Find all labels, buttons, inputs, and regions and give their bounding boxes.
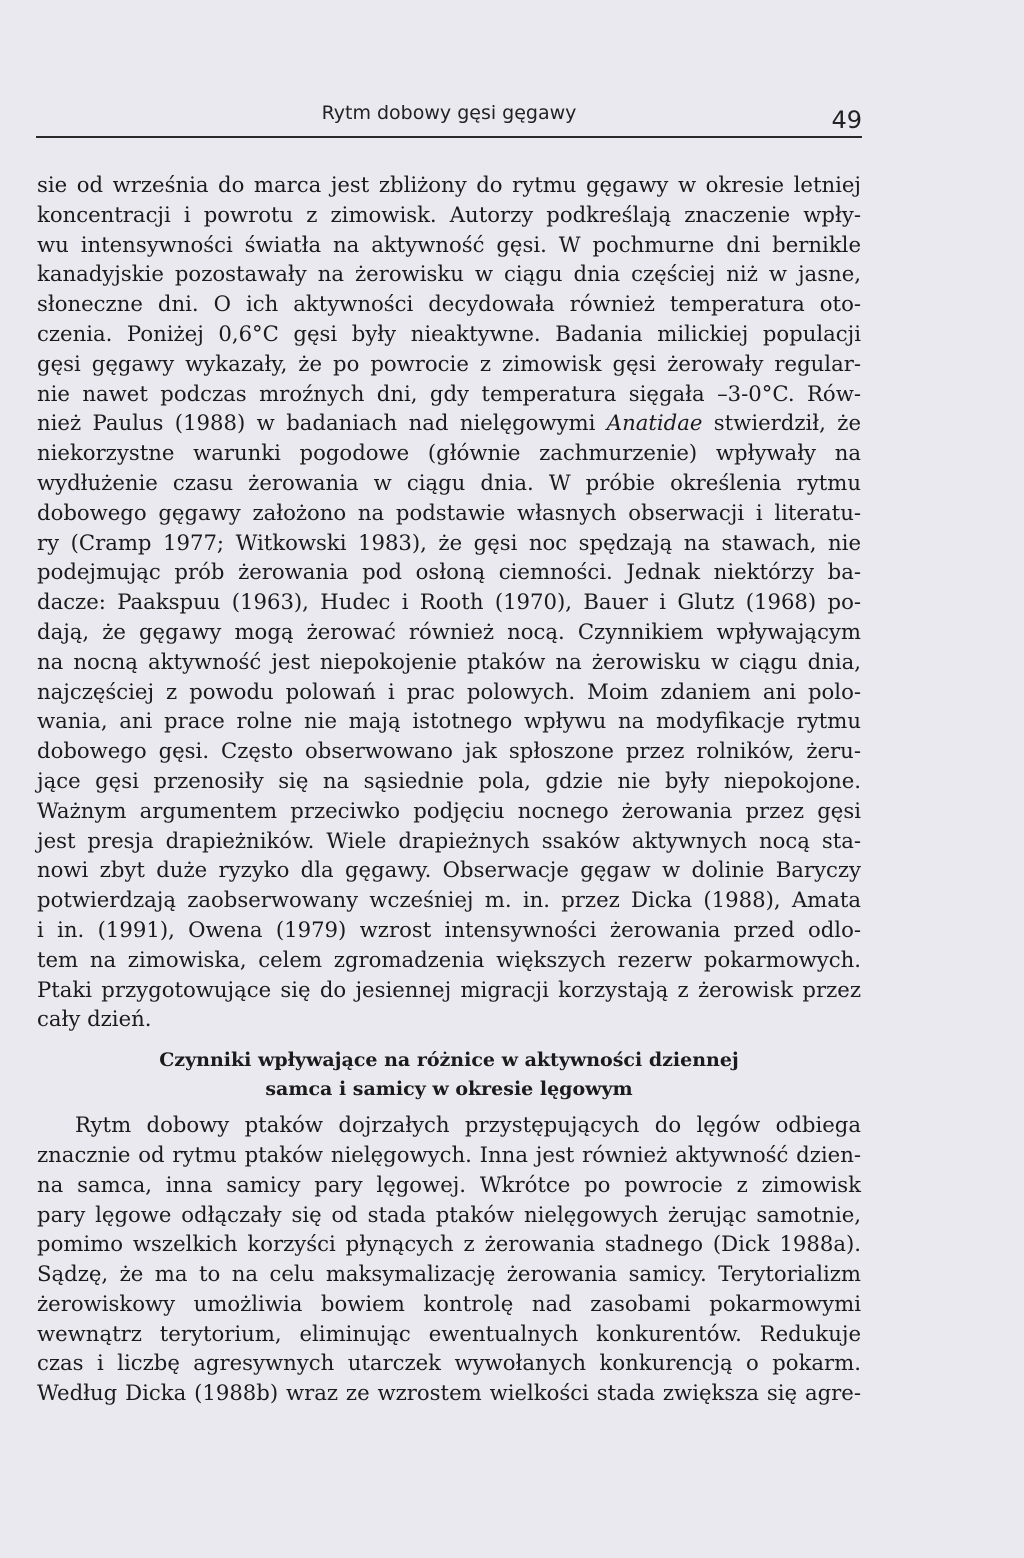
text-line: słoneczne dni. O ich aktywności decydowała również temperatura oto- [37,291,861,317]
text-line: najczęściej z powodu polowań i prac polowych. Moim zdaniem ani polo- [37,678,861,704]
text-segment: stwierdził, że [702,410,861,436]
body-text [37,170,861,1408]
text-line: dają, że gęgawy mogą żerować również nocą. Czynnikiem wpływającym [37,618,861,644]
text-line: żerowiskowy umożliwia bowiem kontrolę nad zasobami pokarmowymi [37,1290,861,1316]
text-line: znacznie od rytmu ptaków nielęgowych. Inna jest również aktywność dzien- [37,1141,861,1167]
section-heading-line: samca i samicy w okresie lęgowym [265,1078,633,1101]
text-line: na nocną aktywność jest niepokojenie ptaków na żerowisku w ciągu dnia, [37,648,861,674]
text-line: kanadyjskie pozostawały na żerowisku w ciągu dnia częściej niż w jasne, [37,261,861,287]
paragraph-2 [37,1110,861,1408]
text-line: koncentracji i powrotu z zimowisk. Autorzy podkreślają znaczenie wpły- [37,201,861,227]
text-line: wu intensywności światła na aktywność gęsi. W pochmurne dni bernikle [37,231,861,257]
text-line: gęsi gęgawy wykazały, że po powrocie z zimowisk gęsi żerowały regular- [37,350,861,376]
text-segment: nież Paulus (1988) w badaniach nad nielęgowymi [37,410,596,436]
text-line: pary lęgowe odłączały się od stada ptaków nielęgowych żerując samotnie, [37,1201,861,1227]
text-line: pomimo wszelkich korzyści płynących z żerowania stadnego (Dick 1988a). [37,1231,861,1257]
text-line: ry (Cramp 1977; Witkowski 1983), że gęsi noc spędzają na stawach, nie [37,529,861,555]
text-line: dacze: Paakspuu (1963), Hudec i Rooth (1970), Bauer i Glutz (1968) po- [37,589,861,615]
text-line: potwierdzają zaobserwowany wcześniej m. in. przez Dicka (1988), Amata [37,887,861,913]
text-line: Ptaki przygotowujące się do jesiennej migracji korzystają z żerowisk przez [37,976,861,1002]
running-header [36,100,862,138]
text-line: i in. (1991), Owena (1979) wzrost intensywności żerowania przed odlo- [37,916,861,942]
running-title: Rytm dobowy gęsi gęgawy [321,102,577,124]
text-line: Sądzę, że ma to na celu maksymalizację żerowania samicy. Terytorializm [37,1261,861,1287]
text-line: niekorzystne warunki pogodowe (głównie zachmurzenie) wpływały na [37,440,861,466]
text-line: wewnątrz terytorium, eliminując ewentualnych konkurentów. Redukuje [37,1320,861,1346]
text-line-with-taxon [37,408,861,438]
text-line: czenia. Poniżej 0,6°C gęsi były nieaktywne. Badania milickiej populacji [37,320,861,346]
text-line: jące gęsi przenosiły się na sąsiednie pola, gdzie nie były niepokojone. [37,767,861,793]
section-heading-line: Czynniki wpływające na różnice w aktywności dziennej [159,1049,739,1072]
text-line: dobowego gęsi. Często obserwowano jak spłoszone przez rolników, żeru- [37,738,861,764]
section-heading [37,1046,861,1104]
text-line: sie od września do marca jest zbliżony do rytmu gęgawy w okresie letniej [37,172,861,197]
text-line: czas i liczbę agresywnych utarczek wywołanych konkurencją o pokarm. [37,1350,861,1376]
text-line: na samca, inna samicy pary lęgowej. Wkrótce po powrocie z zimowisk [37,1171,861,1197]
text-line: jest presja drapieżników. Wiele drapieżnych ssaków aktywnych nocą sta- [37,827,861,853]
text-line: podejmując prób żerowania pod osłoną ciemności. Jednak niektórzy ba- [37,559,861,585]
italic-taxon-name: Anatidae [606,410,703,436]
text-line: wania, ani prace rolne nie mają istotnego wpływu na modyfikacje rytmu [37,708,861,734]
text-line: nowi zbyt duże ryzyko dla gęgawy. Obserwacje gęgaw w dolinie Baryczy [37,857,861,883]
text-line: wydłużenie czasu żerowania w ciągu dnia. W próbie określenia rytmu [37,469,861,495]
text-line: Według Dicka (1988b) wraz ze wzrostem wielkości stada zwiększa się agre- [37,1380,861,1406]
paragraph-1 [37,170,861,1034]
text-line: dobowego gęgawy założono na podstawie własnych obserwacji i literatu- [37,499,861,525]
text-line: nie nawet podczas mroźnych dni, gdy temperatura sięgała –3-0°C. Rów- [37,380,861,406]
text-line: cały dzień. [37,1006,152,1032]
text-line: tem na zimowiska, celem zgromadzenia większych rezerw pokarmowych. [37,946,861,972]
page-number: 49 [831,106,862,134]
text-line: Rytm dobowy ptaków dojrzałych przystępujących do lęgów odbiega [75,1112,861,1138]
text-line: Ważnym argumentem przeciwko podjęciu nocnego żerowania przez gęsi [37,797,861,823]
